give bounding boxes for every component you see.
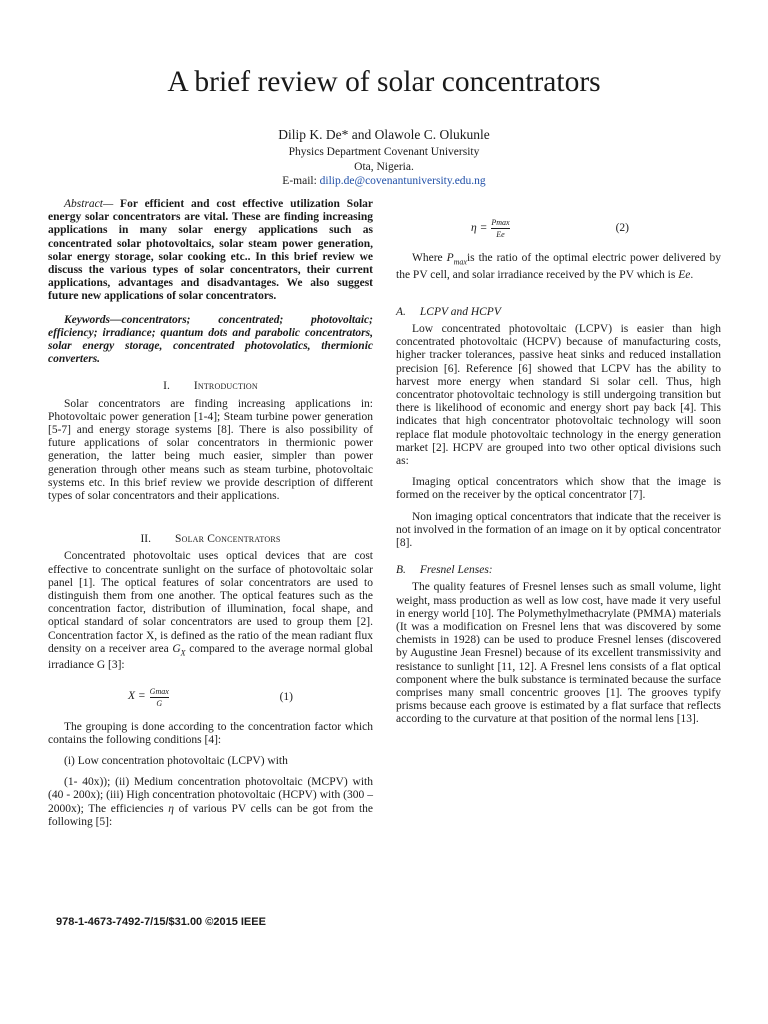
lcpv-paragraph-2: Imaging optical concentrators which show that the image is formed on the receiver by the optical concentrator [7]. — [396, 476, 721, 502]
abstract-text: For efficient and cost effective utilization Solar energy solar concentrators are vital. These are finding increasing applications in many solar energy applications such as concentrated solar photovoltaics, solar steam power generation, solar energy storage, solar cooking etc.. In this brief review we discuss the various types of solar concentrators, their current applications, advantages and disadvantages. We also suggest future new applications of solar concentrators. — [48, 198, 373, 303]
left-column — [48, 198, 373, 829]
fresnel-paragraph: The quality features of Fresnel lenses such as small volume, light weight, mass production as well as low cost, have made it very useful in energy world [10]. The Polymethylmethacrylate (PMMA) materials (It was a modification on Fresnel lens that was discovered by some chemists in 1928) can be used to produce Fresnel lenses (discovered by Augustine Jean Fresnel) because of its excellent transmissivity and resistance to sunlight [11, 12]. A Fresnel lens consists of a flat optical component where the bulk substance is terminated because the surface comprises many small concentric grooves [1]. The grooves typify prisms because each groove is estimated by a flat surface that reflects according to the curvature at that position of the normal lens [13]. — [396, 581, 721, 726]
equation-1-lhs: X = — [128, 690, 146, 703]
subsection-heading-fresnel: B. Fresnel Lenses: — [396, 564, 493, 577]
abstract-label: Abstract— — [64, 198, 114, 210]
lcpv-paragraph-1: Low concentrated photovoltaic (LCPV) is easier than high concentrated photovoltaic (HCPV) because of manufacturing costs, higher tracker tolerances, passive heat sinks and reduced installation precision [6]. Reference [6] showed that LCPV has the ability to harvest more energy when standard Si solar cell. Thus, high concentrator photovoltaic technology is still undergoing transition but there is likelihood of economic and energy short pay back [4]. This indicates that high concentrator photovoltaic technology will soon replace flat module photovoltaic technology in the energy generation market [2]. HCPV are grouped into two other optical divisions such as: — [396, 322, 721, 467]
abstract — [48, 198, 373, 304]
email-line — [0, 174, 768, 189]
equation-2 — [396, 214, 721, 242]
intro-paragraph: Solar concentrators are finding increasing applications in: Photovoltaic power generation [1-4]; Steam turbine power generation [5-7] and energy storage systems [8]. There is also possibility of future applications of solar concentrators in thermionic power generation, the latter being much easier, simpler than power generation through other means such as steam turbine, photovoltaic systems etc. In this brief review we provide description of different types of solar concentrators and their applications. — [48, 397, 373, 503]
solar-paragraph-2: The grouping is done according to the concentration factor which contains the following conditions [4]: — [48, 720, 373, 746]
subsection-heading-lcpv-hcpv: A. LCPV and HCPV — [396, 305, 501, 318]
affiliation-block — [0, 145, 768, 189]
equation-2-number: (2) — [615, 222, 629, 234]
equation-2-fraction: $\frac{Pmax}{Ee}$ — [491, 218, 510, 239]
equation-1-number: (1) — [279, 690, 293, 703]
author-names: Dilip K. De* and Olawole C. Olukunle — [278, 127, 490, 142]
solar-paragraph-4: (1- 40x)); (ii) Medium concentration photovoltaic (MCPV) with (40 - 200x); (iii) High concentration photovoltaic (HCPV) with (300 – 2000x); The efficiencies η of various PV cells can be got from the following [5]: — [48, 776, 373, 828]
paper-title: A brief review of solar concentrators — [167, 66, 601, 98]
lcpv-paragraph-3: Non imaging optical concentrators that indicate that the receiver is not involved in the formation of an image on it by optical concentrator [8]. — [396, 510, 721, 549]
affiliation-line-1: Physics Department Covenant University — [288, 146, 480, 158]
section-heading-solar-concentrators: II. Solar Concentrators — [140, 533, 281, 546]
solar-paragraph-1: Concentrated photovoltaic uses optical devices that are cost effective to concentrate sunlight on the surface of photovoltaic solar panel [1]. The optical features of solar concentrators are used to distinguish them from one another. The optical features such as the concentration factor, distribution of illumination, focal shape, and optical standard of solar concentrators are used to group them [2]. Concentration factor X, is defined as the ratio of the mean radiant flux density on a receiver area $G_X$ compared to the average normal global irradiance G [3]: — [48, 550, 373, 672]
affiliation-line-2: Ota, Nigeria. — [354, 160, 414, 173]
right-column — [396, 198, 721, 727]
keywords: Keywords—concentrators; concentrated; photovoltaic; efficiency; irradiance; quantum dots and parabolic concentrators, solar energy storage, concentrated photovolatics, thermionic converters. — [48, 313, 373, 366]
section-heading-introduction: I. Introduction — [163, 380, 258, 393]
solar-paragraph-3: (i) Low concentration photovoltaic (LCPV) with — [64, 755, 288, 767]
equation-2-lhs: η = — [471, 221, 488, 234]
where-paragraph: Where $P_{max}is$ the ratio of the optimal electric power delivered by the PV cell, and solar irradiance received by the PV which is Ee. — [396, 252, 721, 281]
copyright-footer: 978-1-4673-7492-7/15/$31.00 ©2015 IEEE — [56, 916, 266, 928]
email-link[interactable]: dilip.de@covenantuniversity.edu.ng — [319, 175, 486, 188]
equation-1-fraction: $\frac{Gmax}{G}$ — [149, 686, 169, 708]
email-label: E-mail: — [282, 175, 320, 188]
equation-1 — [48, 683, 373, 711]
